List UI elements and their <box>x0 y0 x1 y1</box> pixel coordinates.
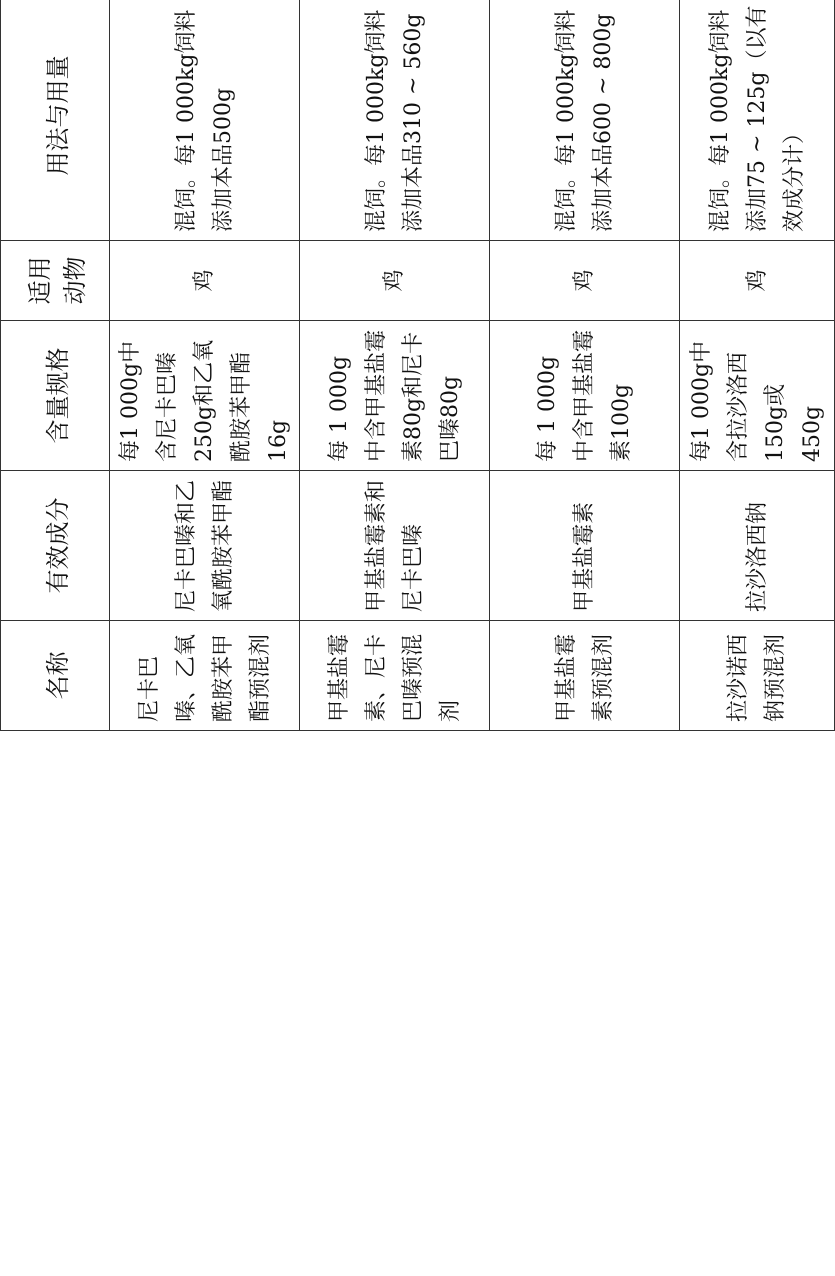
cell-name: 尼卡巴嗪、乙氧酰胺苯甲酯预混剂 <box>110 621 300 731</box>
cell-dosage: 混饲。每1 000kg饲料添加75 ~ 125g（以有效成分计） <box>680 0 835 241</box>
cell-name: 甲基盐霉素、尼卡巴嗪预混剂 <box>300 621 490 731</box>
col-header-name: 名称 <box>1 621 110 731</box>
cell-spec: 每 1 000g 中含甲基盐霉素80g和尼卡巴嗪80g <box>300 321 490 471</box>
col-header-animal: 适用动物 <box>1 241 110 321</box>
table-row <box>680 0 835 731</box>
cell-spec: 每 1 000g 中含甲基盐霉素100g <box>490 321 680 471</box>
cell-animal: 鸡 <box>490 241 680 321</box>
cell-ingredient: 尼卡巴嗪和乙氧酰胺苯甲酯 <box>110 471 300 621</box>
cell-dosage: 混饲。每1 000kg饲料添加本品310 ~ 560g <box>300 0 490 241</box>
cell-ingredient: 甲基盐霉素和尼卡巴嗪 <box>300 471 490 621</box>
col-header-dosage: 用法与用量 <box>1 0 110 241</box>
cell-spec: 每1 000g中含拉沙洛西150g或450g <box>680 321 835 471</box>
cell-animal: 鸡 <box>110 241 300 321</box>
cell-spec: 每1 000g中含尼卡巴嗪250g和乙氧酰胺苯甲酯16g <box>110 321 300 471</box>
cell-dosage: 混饲。每1 000kg饲料添加本品600 ~ 800g <box>490 0 680 241</box>
cell-animal: 鸡 <box>680 241 835 321</box>
cell-name: 甲基盐霉素预混剂 <box>490 621 680 731</box>
header-row <box>1 0 110 731</box>
table-row <box>110 0 300 731</box>
cell-ingredient: 拉沙洛西钠 <box>680 471 835 621</box>
col-header-spec: 含量规格 <box>1 321 110 471</box>
cell-dosage: 混饲。每1 000kg饲料添加本品500g <box>110 0 300 241</box>
col-header-ingredient: 有效成分 <box>1 471 110 621</box>
cell-name: 拉沙诺西钠预混剂 <box>680 621 835 731</box>
cell-ingredient: 甲基盐霉素 <box>490 471 680 621</box>
table-row <box>300 0 490 731</box>
cell-animal: 鸡 <box>300 241 490 321</box>
table-row <box>490 0 680 731</box>
